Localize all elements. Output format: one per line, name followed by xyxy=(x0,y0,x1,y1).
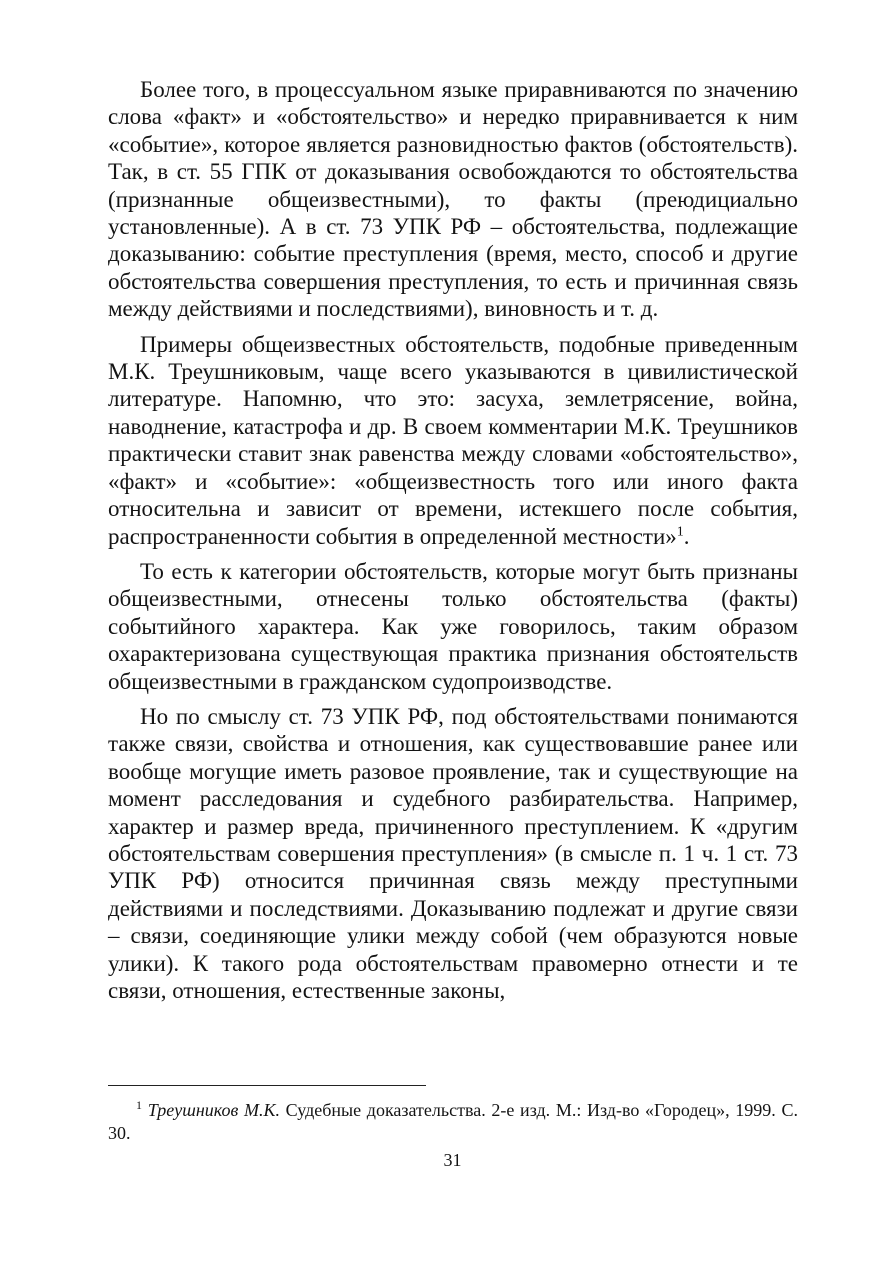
paragraph-3: То есть к категории обстоятельств, которые могут быть признаны общеизвестными, отнесены только обстоятельства (факты) событийного характера. Как уже говорилось, таким образом охарактеризована существующая практика признания обстоятельств общеизвестными в гражданском судопроизводстве. xyxy=(108,558,798,694)
page-body xyxy=(108,76,798,1004)
paragraph-1: Более того, в процессуальном языке приравниваются по значению слова «факт» и «обстоятельство» и нередко приравнивается к ним «событие», которое является разновидностью фактов (обстоятельств). Так, в ст. 55 ГПК от доказывания освобождаются то обстоятельства (признанные общеизвестными), то факты (преюдициально установленные). А в ст. 73 УПК РФ – обстоятельства, подлежащие доказыванию: событие преступления (время, место, способ и другие обстоятельства совершения преступления, то есть и причинная связь между действиями и последствиями), виновность и т. д. xyxy=(108,77,798,322)
footnote-author: Треушников М.К. xyxy=(147,1100,280,1120)
footnote-mark: 1 xyxy=(136,1098,142,1112)
footnote-divider xyxy=(108,1085,426,1086)
page-number: 31 xyxy=(443,1150,462,1170)
paragraph-2-text: Примеры общеизвестных обстоятельств, подобные приведенным М.К. Треушниковым, чаще всего указываются в цивилистической литературе. Напомню, что это: засуха, землетрясение, война, наводнение, катастрофа и др. В своем комментарии М.К. Треушников практически ставит знак равенства между словами «обстоятельство», «факт» и «событие»: «общеизвестность того или иного факта относительна и зависит от времени, истекшего после события, распространенности события в определенной местности» xyxy=(108,331,798,549)
footnote-text: Судебные доказательства. 2-е изд. М.: Изд-во «Городец», 1999. С. 30. xyxy=(108,1100,799,1143)
paragraph-4: Но по смыслу ст. 73 УПК РФ, под обстоятельствами понимаются также связи, свойства и отношения, как существовавшие ранее или вообще могущие иметь разовое проявление, так и существующие на момент расследования и судебного разбирательства. Например, характер и размер вреда, причиненного преступлением. К «другим обстоятельствам совершения преступления» (в смысле п. 1 ч. 1 ст. 73 УПК РФ) относится причинная связь между преступными действиями и последствиями. Доказыванию подлежат и другие связи – связи, соединяющие улики между собой (чем образуются новые улики). К такого рода обстоятельствам правомерно отнести и те связи, отношения, естественные законы, xyxy=(108,703,798,1003)
footnote xyxy=(108,1099,798,1145)
paragraph-2 xyxy=(108,331,798,550)
main-text xyxy=(108,76,798,1004)
paragraph-2-end: . xyxy=(683,523,690,549)
footnote-reference[interactable]: 1 xyxy=(676,523,684,539)
